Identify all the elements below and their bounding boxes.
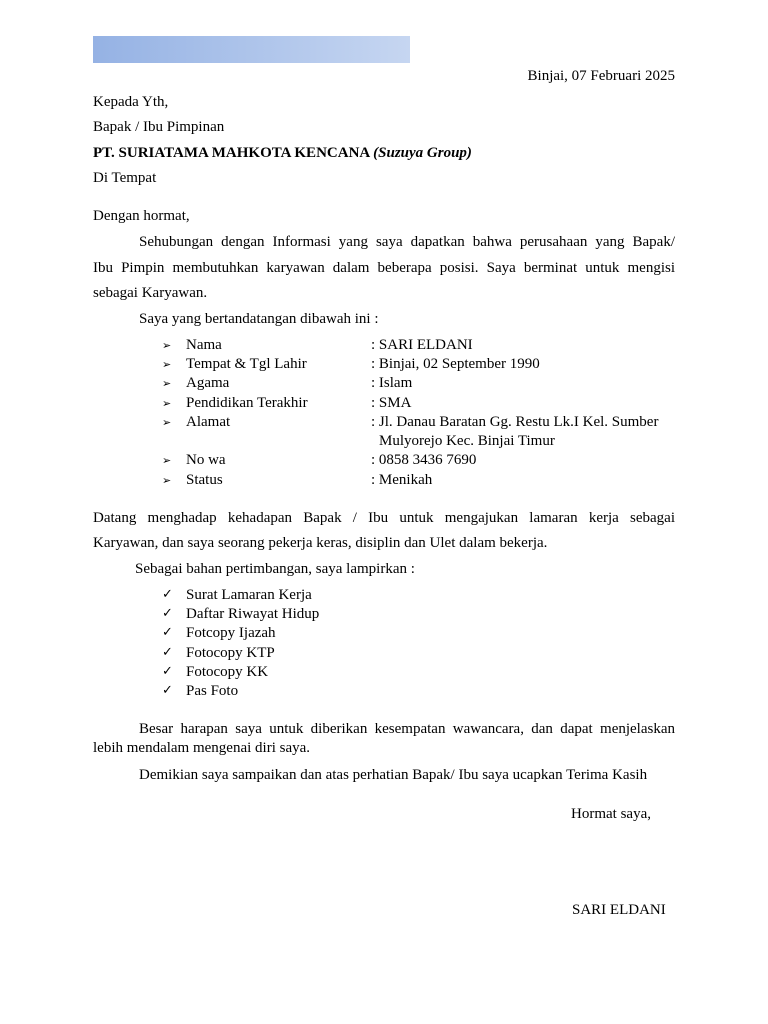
detail-value-ttl: : Binjai, 02 September 1990 xyxy=(371,356,540,372)
arrow-bullet-icon: ➢ xyxy=(162,474,172,487)
signature-name: SARI ELDANI xyxy=(572,902,666,918)
detail-value-nama: : SARI ELDANI xyxy=(371,337,473,353)
company-group: (Suzuya Group) xyxy=(373,145,472,161)
checkmark-icon: ✓ xyxy=(162,625,173,640)
attachment-item: Pas Foto xyxy=(186,683,239,699)
arrow-bullet-icon: ➢ xyxy=(162,358,172,371)
sign-off: Hormat saya, xyxy=(571,806,651,822)
signee-intro: Saya yang bertandatangan dibawah ini : xyxy=(139,311,379,327)
checkmark-icon: ✓ xyxy=(162,587,173,602)
arrow-bullet-icon: ➢ xyxy=(162,339,172,352)
detail-value-alamat: : Jl. Danau Baratan Gg. Restu Lk.I Kel. Sumber xyxy=(371,414,659,430)
intro-line-1: Sehubungan dengan Informasi yang saya dapatkan bahwa perusahaan yang Bapak/ xyxy=(139,234,675,250)
checkmark-icon: ✓ xyxy=(162,664,173,679)
recipient-line-2: Bapak / Ibu Pimpinan xyxy=(93,119,225,135)
company-name: PT. SURIATAMA MAHKOTA KENCANA xyxy=(93,145,370,161)
detail-label-agama: Agama xyxy=(186,375,230,391)
attachment-item: Surat Lamaran Kerja xyxy=(186,587,312,603)
checkmark-icon: ✓ xyxy=(162,683,173,698)
recipient-line-1: Kepada Yth, xyxy=(93,94,169,110)
closing-line-1: Besar harapan saya untuk diberikan kesempatan wawancara, dan dapat menjelaskan xyxy=(139,721,675,737)
arrow-bullet-icon: ➢ xyxy=(162,454,172,467)
checkmark-icon: ✓ xyxy=(162,606,173,621)
body-line-2: Karyawan, dan saya seorang pekerja keras, disiplin dan Ulet dalam bekerja. xyxy=(93,535,548,551)
checkmark-icon: ✓ xyxy=(162,645,173,660)
detail-label-alamat: Alamat xyxy=(186,414,231,430)
detail-label-pendidikan: Pendidikan Terakhir xyxy=(186,395,308,411)
detail-label-ttl: Tempat & Tgl Lahir xyxy=(186,356,307,372)
closing-line-2: lebih mendalam mengenai diri saya. xyxy=(93,740,311,756)
detail-value-status: : Menikah xyxy=(371,472,433,488)
detail-label-nama: Nama xyxy=(186,337,222,353)
intro-line-2: Ibu Pimpin membutuhkan karyawan dalam beberapa posisi. Saya berminat untuk mengisi xyxy=(93,260,675,276)
attachment-item: Fotocopy KTP xyxy=(186,645,275,661)
detail-value-pendidikan: : SMA xyxy=(371,395,412,411)
recipient-place: Di Tempat xyxy=(93,170,157,186)
attachments-intro: Sebagai bahan pertimbangan, saya lampirkan : xyxy=(135,561,415,577)
attachment-item: Daftar Riwayat Hidup xyxy=(186,606,320,622)
arrow-bullet-icon: ➢ xyxy=(162,377,172,390)
greeting: Dengan hormat, xyxy=(93,208,190,224)
attachment-item: Fotocopy KK xyxy=(186,664,269,680)
header-decorative-bar xyxy=(93,36,410,63)
detail-value-wa: : 0858 3436 7690 xyxy=(371,452,477,468)
detail-value-agama: : Islam xyxy=(371,375,413,391)
letter-date: Binjai, 07 Februari 2025 xyxy=(527,68,675,84)
body-line-1: Datang menghadap kehadapan Bapak / Ibu untuk mengajukan lamaran kerja sebagai xyxy=(93,510,675,526)
recipient-company xyxy=(93,145,472,162)
intro-line-3: sebagai Karyawan. xyxy=(93,285,208,301)
detail-label-status: Status xyxy=(186,472,223,488)
attachment-item: Fotcopy Ijazah xyxy=(186,625,276,641)
detail-value-alamat-cont: Mulyorejo Kec. Binjai Timur xyxy=(379,433,555,449)
detail-label-wa: No wa xyxy=(186,452,226,468)
arrow-bullet-icon: ➢ xyxy=(162,397,172,410)
arrow-bullet-icon: ➢ xyxy=(162,416,172,429)
thanks-line: Demikian saya sampaikan dan atas perhatian Bapak/ Ibu saya ucapkan Terima Kasih xyxy=(139,767,648,783)
